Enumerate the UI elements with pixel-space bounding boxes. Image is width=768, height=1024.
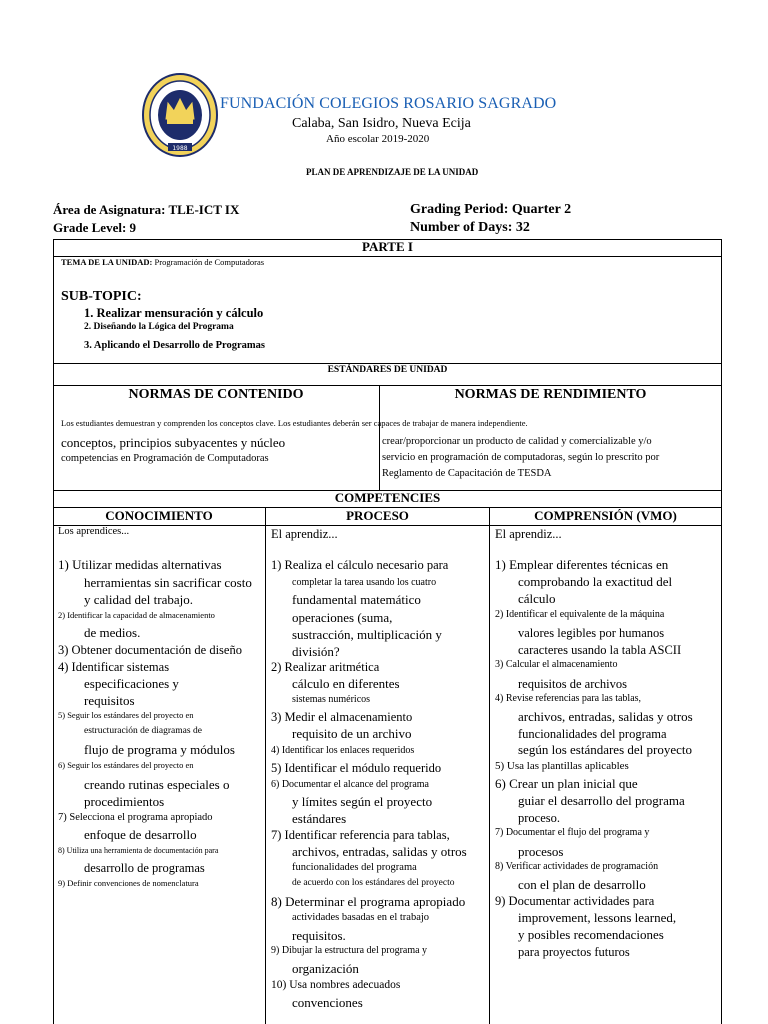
- subtopic-3: 3. Aplicando el Desarrollo de Programas: [84, 340, 266, 351]
- col1-line: flujo de programa y módulos: [84, 742, 235, 757]
- col2-line: 8) Determinar el programa apropiado: [271, 894, 466, 909]
- standards-title: ESTÁNDARES DE UNIDAD: [327, 365, 448, 375]
- subject-area: Área de Asignatura: TLE-ICT IX: [53, 202, 240, 217]
- col3-line: 5) Usa las plantillas aplicables: [495, 760, 629, 772]
- col1-line: 8) Utiliza una herramienta de documentación para: [58, 846, 219, 855]
- col2-line: sistemas numéricos: [292, 694, 371, 705]
- col3-line: según los estándares del proyecto: [518, 742, 693, 757]
- school-name: FUNDACIÓN COLEGIOS ROSARIO SAGRADO: [220, 95, 557, 112]
- col2-line: 4) Identificar los enlaces requeridos: [271, 745, 415, 756]
- col3-line: 2) Identificar el equivalente de la máquina: [495, 609, 665, 620]
- col3-line: procesos: [518, 844, 564, 859]
- subtopic-1: 1. Realizar mensuración y cálculo: [84, 306, 264, 320]
- grade-level: Grade Level: 9: [53, 220, 137, 235]
- col2-line: fundamental matemático: [292, 592, 421, 607]
- tema-de-la-unidad: [61, 258, 264, 268]
- col2-line: convenciones: [292, 995, 363, 1010]
- col1-line: enfoque de desarrollo: [84, 827, 197, 842]
- performance-standard-line-3: Reglamento de Capacitación de TESDA: [382, 468, 552, 479]
- col1-line: 1) Utilizar medidas alternativas: [58, 557, 222, 572]
- col3-line: con el plan de desarrollo: [518, 877, 646, 892]
- col2-line: y límites según el proyecto: [292, 794, 433, 809]
- col3-line: y posibles recomendaciones: [518, 927, 664, 942]
- col2-line: estándares: [292, 811, 347, 826]
- col3-line: 4) Revise referencias para las tablas,: [495, 693, 642, 704]
- col3-line: caracteres usando la tabla ASCII: [518, 643, 682, 657]
- col3-line: proceso.: [518, 811, 560, 825]
- col2-line: 2) Realizar aritmética: [271, 660, 380, 674]
- col1-line: desarrollo de programas: [84, 861, 205, 875]
- col3-line: 3) Calcular el almacenamiento: [495, 659, 618, 670]
- col2-line: funcionalidades del programa: [292, 862, 417, 873]
- plan-title: PLAN DE APRENDIZAJE DE LA UNIDAD: [306, 167, 479, 177]
- col3-line: 1) Emplear diferentes técnicas en: [495, 557, 669, 572]
- grading-period: Grading Period: Quarter 2: [410, 202, 572, 217]
- logo-year: 1988: [172, 145, 188, 152]
- col2-line: requisitos.: [292, 928, 346, 943]
- content-standard-line-3: competencias en Programación de Computadoras: [61, 453, 269, 464]
- content-standards-header: NORMAS DE CONTENIDO: [128, 387, 304, 402]
- col3-line: guiar el desarrollo del programa: [518, 793, 685, 808]
- subtopic-2: 2. Diseñando la Lógica del Programa: [84, 322, 234, 332]
- tema-value: Programación de Computadoras: [152, 257, 265, 267]
- school-logo: [142, 73, 218, 157]
- col2-line: 5) Identificar el módulo requerido: [271, 761, 442, 775]
- col2-intro: El aprendiz...: [271, 527, 338, 541]
- col2-line: actividades basadas en el trabajo: [292, 912, 430, 923]
- col2-line: 1) Realiza el cálculo necesario para: [271, 558, 449, 572]
- col3-line: para proyectos futuros: [518, 945, 630, 959]
- col1-intro: Los aprendices...: [58, 526, 130, 537]
- col2-line: división?: [292, 644, 340, 659]
- performance-standard-line-2: servicio en programación de computadoras, según lo prescrito por: [382, 452, 660, 463]
- col3-line: improvement, lessons learned,: [518, 910, 677, 925]
- col2-line: requisito de un archivo: [292, 726, 412, 741]
- content-standard-line-1: Los estudiantes demuestran y comprenden los conceptos clave. Los estudiantes deberán ser capaces de trabajar de manera independiente.: [61, 418, 528, 428]
- col-header-proceso: PROCESO: [346, 508, 409, 523]
- col-header-comprension: COMPRENSIÓN (VMO): [534, 508, 677, 523]
- tema-label: TEMA DE LA UNIDAD:: [61, 257, 153, 267]
- col1-line: de medios.: [84, 625, 141, 640]
- col2-line: 10) Usa nombres adecuados: [271, 979, 401, 991]
- col2-line: organización: [292, 961, 359, 976]
- col3-line: 8) Verificar actividades de programación: [495, 861, 659, 872]
- col2-line: sustracción, multiplicación y: [292, 627, 442, 642]
- col3-intro: El aprendiz...: [495, 527, 562, 541]
- col3-line: valores legibles por humanos: [518, 626, 665, 640]
- col3-line: comprobando la exactitud del: [518, 574, 673, 589]
- col1-line: 6) Seguir los estándares del proyecto en: [58, 760, 194, 770]
- content-standard-line-2: conceptos, principios subyacentes y núcleo: [61, 435, 286, 450]
- performance-standard-line-1: crear/proporcionar un producto de calidad y comercializable y/o: [382, 436, 652, 447]
- col1-line: creando rutinas especiales o: [84, 777, 230, 792]
- col2-line: 9) Dibujar la estructura del programa y: [271, 945, 428, 956]
- col2-line: 3) Medir el almacenamiento: [271, 710, 413, 724]
- col2-line: cálculo en diferentes: [292, 676, 400, 691]
- col3-line: cálculo: [518, 591, 556, 606]
- col1-line: 3) Obtener documentación de diseño: [58, 643, 242, 657]
- col2-line: completar la tarea usando los cuatro: [292, 577, 437, 588]
- school-address: Calaba, San Isidro, Nueva Ecija: [292, 116, 471, 131]
- competencies-title: COMPETENCIES: [334, 490, 441, 505]
- col2-line: operaciones (suma,: [292, 610, 393, 625]
- col1-line: herramientas sin sacrificar costo: [84, 575, 252, 590]
- col-header-conocimiento: CONOCIMIENTO: [105, 508, 213, 523]
- performance-standards-header: NORMAS DE RENDIMIENTO: [454, 387, 647, 402]
- col1-line: 7) Selecciona el programa apropiado: [58, 812, 213, 823]
- col3-line: requisitos de archivos: [518, 677, 628, 691]
- number-of-days: Number of Days: 32: [410, 220, 530, 235]
- subtopic-label: SUB-TOPIC:: [61, 289, 142, 304]
- col1-line: procedimientos: [84, 794, 165, 809]
- col2-line: 6) Documentar el alcance del programa: [271, 779, 429, 790]
- col2-line: 7) Identificar referencia para tablas,: [271, 828, 450, 842]
- col1-line: 9) Definir convenciones de nomenclatura: [58, 878, 199, 888]
- col3-line: 6) Crear un plan inicial que: [495, 776, 638, 791]
- col2-line: de acuerdo con los estándares del proyecto: [292, 878, 455, 888]
- col1-line: y calidad del trabajo.: [84, 592, 194, 607]
- col3-line: 7) Documentar el flujo del programa y: [495, 827, 650, 838]
- col1-line: 4) Identificar sistemas: [58, 660, 170, 674]
- col1-line: especificaciones y: [84, 676, 179, 691]
- col1-line: 2) Identificar la capacidad de almacenamiento: [58, 610, 215, 620]
- col1-line: estructuración de diagramas de: [84, 726, 202, 736]
- col3-line: 9) Documentar actividades para: [495, 894, 655, 908]
- col1-line: 5) Seguir los estándares del proyecto en: [58, 710, 194, 720]
- col3-line: funcionalidades del programa: [518, 727, 667, 741]
- parte-title: PARTE I: [362, 239, 413, 254]
- col3-line: archivos, entradas, salidas y otros: [518, 709, 693, 724]
- col1-line: requisitos: [84, 693, 135, 708]
- school-year: Año escolar 2019-2020: [326, 133, 430, 145]
- col2-line: archivos, entradas, salidas y otros: [292, 844, 467, 859]
